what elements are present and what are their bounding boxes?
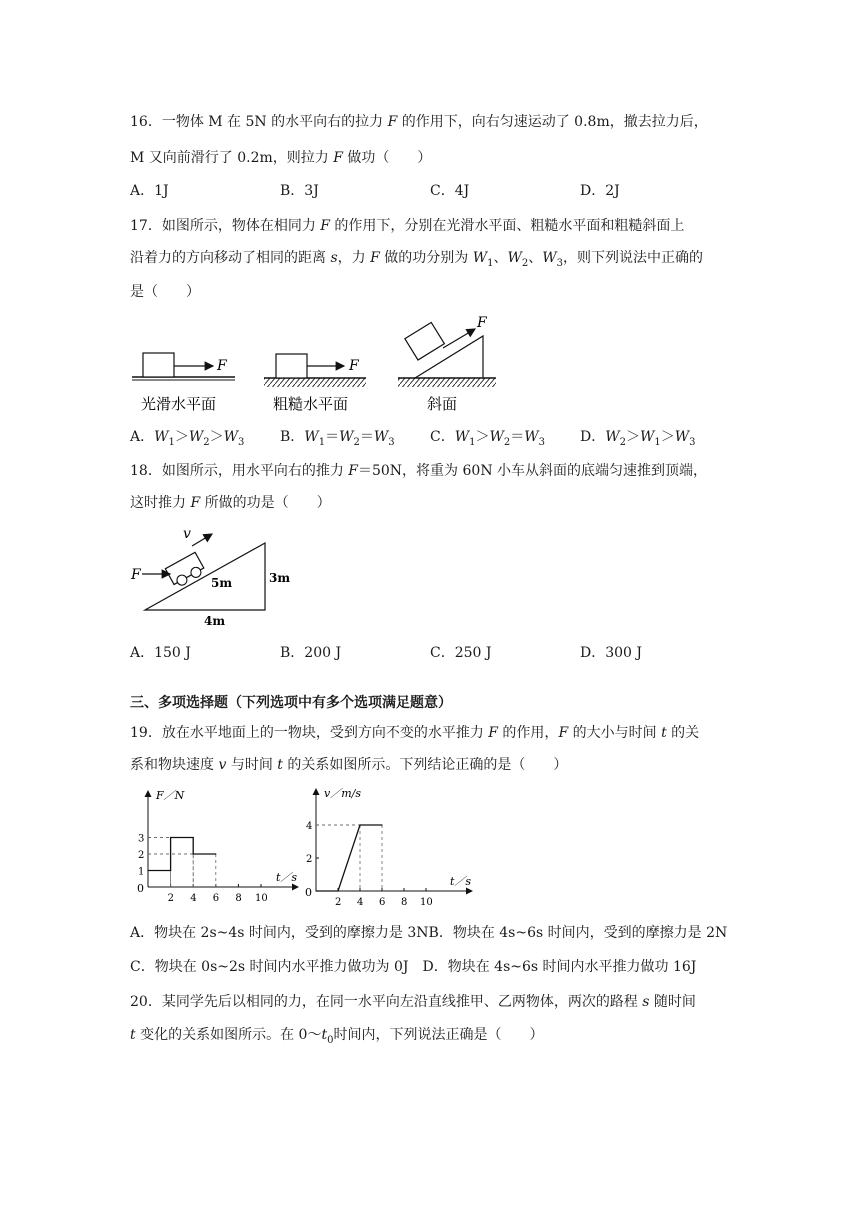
- q18-slope-label: 5m: [211, 576, 233, 590]
- q17-line3: 是（ ）: [130, 284, 200, 300]
- x-tick-label: 2: [335, 897, 342, 905]
- y-tick-label: 3: [138, 833, 145, 845]
- data-point: [193, 853, 194, 854]
- x-axis-label: t／s: [276, 871, 298, 884]
- q18-base-label: 4m: [204, 614, 226, 628]
- section-heading: 三、多项选择题（下列选项中有多个选项满足题意）: [130, 695, 452, 711]
- q16-line2: M 又向前滑行了 0.2m，则拉力 F 做功（ ）: [130, 150, 432, 166]
- q20-line2: t 变化的关系如图所示。在 $0\sim t_0$时间内，下列说法正确是（ ）: [130, 1027, 544, 1046]
- q17-line2: 沿着力的方向移动了相同的距离 s，力 F 做的功分别为 $W_1$、$W_2$、$W_3$，则下列说法中正确的: [130, 250, 704, 269]
- x-tick-label: 8: [235, 893, 242, 904]
- q16-option-c[interactable]: C．4J: [430, 183, 470, 199]
- q16-option-a[interactable]: A．1J: [130, 183, 169, 199]
- incline-label: 斜面: [427, 395, 458, 413]
- q18-option-c[interactable]: C．250 J: [430, 645, 492, 661]
- x-tick-label: 6: [212, 893, 220, 904]
- x-tick-label: 8: [401, 897, 408, 905]
- rough-surface-label: 粗糙水平面: [273, 395, 349, 413]
- y-tick-label: 4: [306, 821, 313, 832]
- y-axis-label: F／N: [156, 789, 185, 802]
- x-tick-label: 4: [190, 893, 197, 904]
- q20-line1: 20．某同学先后以相同的力，在同一水平向左沿直线推甲、乙两物体，两次的路程 s 随时间: [130, 994, 696, 1010]
- q17-figure: [125, 312, 505, 418]
- x-tick-label: 10: [255, 893, 268, 904]
- x-tick-label: 4: [357, 897, 364, 905]
- velocity-time-chart: [302, 783, 477, 905]
- data-point: [147, 870, 148, 871]
- q18-line1: 18．如图所示，用水平向右的推力 F＝50N，将重为 60N 小车从斜面的底端匀速推到顶端，: [130, 463, 708, 479]
- q19-options-row1[interactable]: A．物块在 2s~4s 时间内，受到的摩擦力是 3NB．物块在 4s~6s 时间内，受到的摩擦力是 2N: [130, 925, 728, 941]
- q17-option-d[interactable]: D．$W_2>W_1>W_3$: [580, 429, 696, 448]
- q17-option-b[interactable]: B．$W_1=W_2=W_3$: [280, 429, 395, 448]
- q19-line1: 19．放在水平地面上的一物块，受到方向不变的水平推力 F 的作用，F 的大小与时间 t 的关: [130, 725, 700, 741]
- series-line: [316, 825, 382, 891]
- q16-option-b[interactable]: B．3J: [280, 183, 319, 199]
- q18-option-d[interactable]: D．300 J: [580, 645, 643, 661]
- data-point: [170, 870, 171, 871]
- q17-option-c[interactable]: C．$W_1>W_2=W_3$: [430, 429, 546, 448]
- q18-figure: [128, 520, 303, 630]
- data-point: [337, 890, 338, 891]
- x-tick-label: 0: [305, 886, 312, 899]
- q17-option-a[interactable]: A．$W_1>W_2>W_3$: [130, 429, 245, 448]
- x-tick-label: 10: [420, 897, 433, 905]
- rough-force-label: F: [349, 358, 359, 374]
- q18-option-a[interactable]: A．150 J: [130, 645, 191, 661]
- data-point: [170, 837, 171, 838]
- x-axis-label: t／s: [450, 875, 472, 888]
- series-line: [148, 838, 216, 871]
- incline-force-label: F: [477, 315, 487, 331]
- q19-line2: 系和物块速度 v 与时间 t 的关系如图所示。下列结论正确的是（ ）: [130, 757, 568, 773]
- x-tick-label: 6: [379, 897, 386, 905]
- q18-velocity-label: v: [183, 526, 191, 542]
- rough-surface-diagram: [264, 354, 366, 413]
- incline-diagram: [398, 315, 496, 413]
- q17-line1: 17．如图所示，物体在相同力 F 的作用下，分别在光滑水平面、粗糙水平面和粗糙斜面上: [130, 218, 685, 234]
- y-tick-label: 1: [138, 866, 145, 878]
- y-tick-label: 2: [306, 854, 313, 865]
- q18-force-label: F: [131, 567, 141, 583]
- y-axis-label: v／m/s: [324, 787, 361, 800]
- data-point: [215, 853, 216, 854]
- data-point: [381, 824, 382, 825]
- q16-option-d[interactable]: D．2J: [580, 183, 620, 199]
- x-tick-label: 2: [167, 893, 174, 904]
- q18-option-b[interactable]: B．200 J: [280, 645, 342, 661]
- y-tick-label: 2: [138, 850, 145, 861]
- smooth-surface-label: 光滑水平面: [141, 395, 217, 413]
- q16-line1: 16．一物体 M 在 5N 的水平向右的拉力 F 的作用下，向右匀速运动了 0.8m，撤去拉力后，: [130, 114, 708, 130]
- data-point: [315, 890, 316, 891]
- q19-options-row2[interactable]: C．物块在 0s~2s 时间内水平推力做功为 0J D．物块在 4s~6s 时间内水平推力做功 16J: [130, 959, 697, 975]
- smooth-force-label: F: [217, 358, 227, 374]
- data-point: [359, 824, 360, 825]
- x-tick-label: 0: [137, 882, 144, 895]
- data-point: [193, 837, 194, 838]
- q18-height-label: 3m: [269, 571, 291, 585]
- q18-line2: 这时推力 F 所做的功是（ ）: [130, 495, 331, 511]
- smooth-surface-diagram: [132, 353, 235, 413]
- force-time-chart: [126, 785, 306, 905]
